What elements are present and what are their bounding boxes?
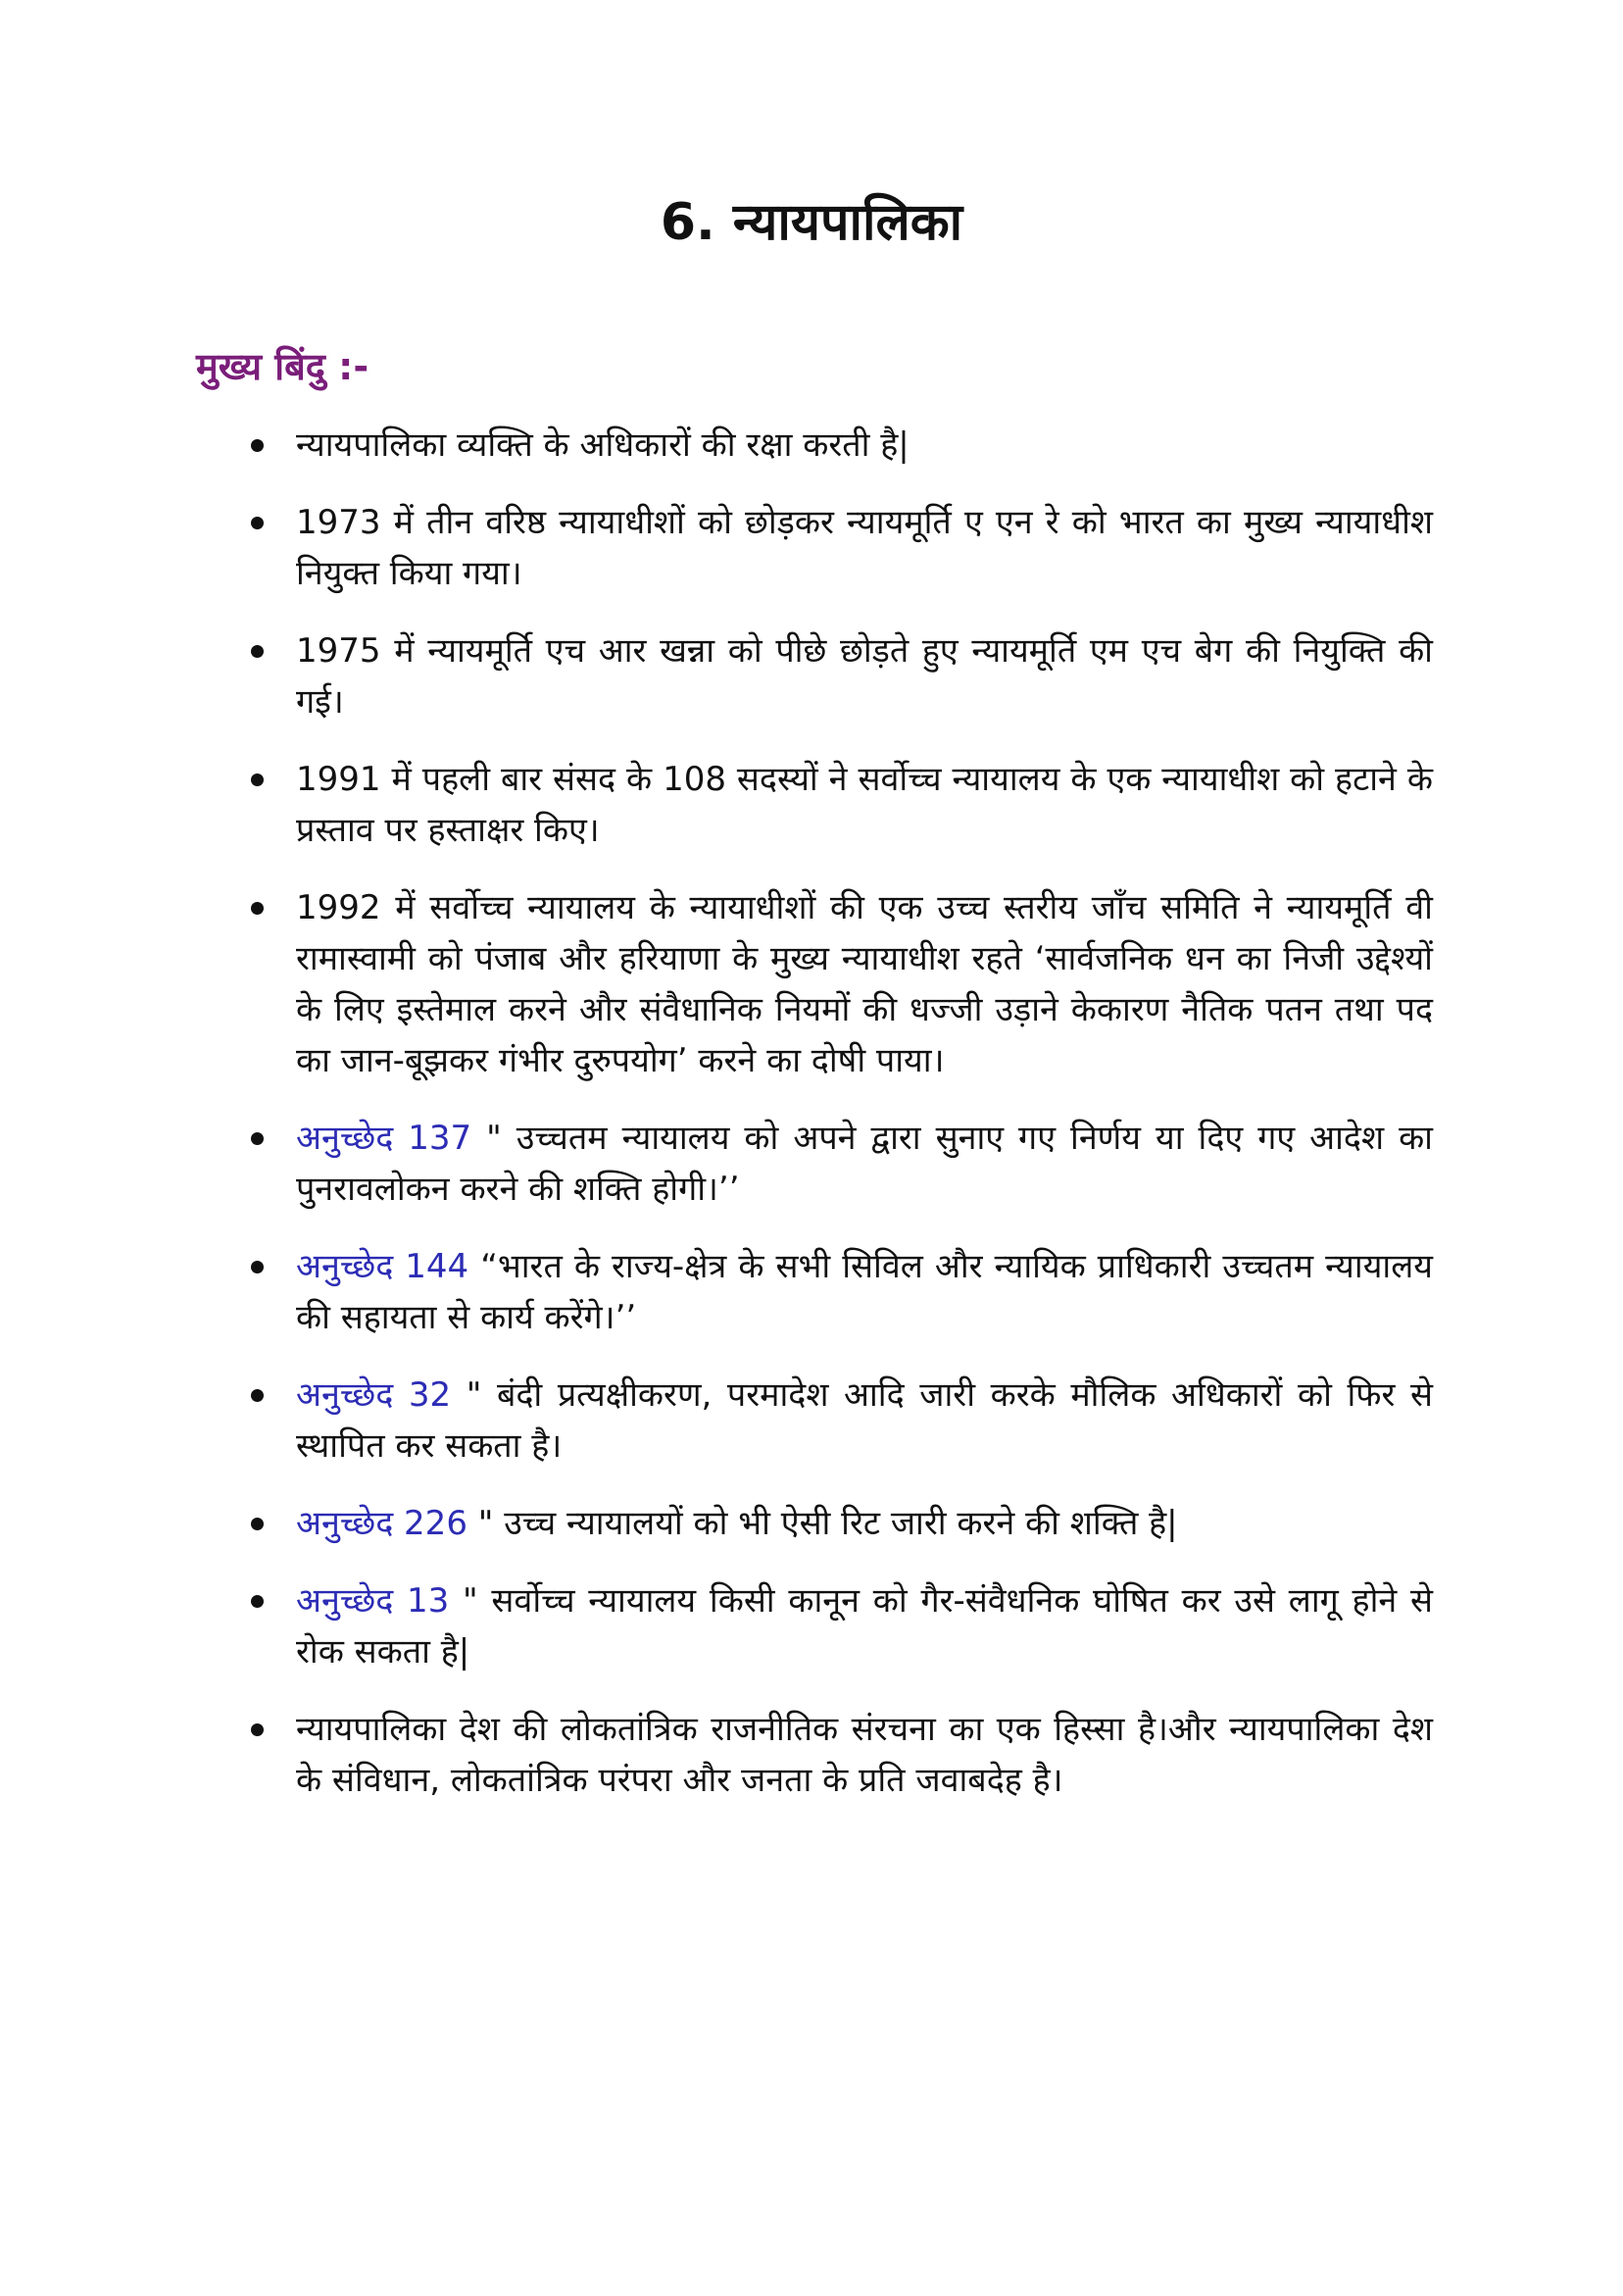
bullet-icon	[251, 1261, 264, 1273]
article-reference: अनुच्छेद 137	[296, 1119, 472, 1158]
bullet-icon	[251, 645, 264, 658]
list-item	[245, 1241, 1433, 1343]
bullet-icon	[251, 1132, 264, 1145]
bullet-icon	[251, 774, 264, 786]
section-heading: मुख्य बिंदु :-	[196, 345, 369, 388]
article-reference: अनुच्छेद 13	[296, 1581, 450, 1621]
list-item	[245, 1575, 1433, 1677]
list-item	[245, 1370, 1433, 1472]
list-item	[245, 420, 1433, 471]
bullet-text: 1991 में पहली बार संसद के 108 सदस्यों ने सर्वोच्च न्यायालय के एक न्यायाधीश को हटाने के प्रस्ताव पर हस्ताक्षर किए।	[296, 760, 1433, 850]
bullet-icon	[251, 1723, 264, 1736]
bullet-text: न्यायपालिका देश की लोकतांत्रिक राजनीतिक संरचना का एक हिस्सा है।और न्यायपालिका देश के संविधान, लोकतांत्रिक परंपरा और जनता के प्रति जवाबदेह है।	[296, 1710, 1433, 1800]
bullet-icon	[251, 1389, 264, 1402]
list-item	[245, 1498, 1433, 1549]
list-item	[245, 882, 1433, 1086]
list-item	[245, 497, 1433, 599]
article-reference: अनुच्छेद 144	[296, 1247, 469, 1286]
bullet-icon	[251, 1595, 264, 1608]
bullet-text: " बंदी प्रत्यक्षीकरण, परमादेश आदि जारी करके मौलिक अधिकारों को फिर से स्थापित कर सकता है।	[296, 1375, 1433, 1466]
bullet-text: “भारत के राज्य-क्षेत्र के सभी सिविल और न्यायिक प्राधिकारी उच्चतम न्यायालय की सहायता से कार्य करेंगे।’’	[296, 1247, 1433, 1337]
bullet-text: 1973 में तीन वरिष्ठ न्यायाधीशों को छोड़कर न्यायमूर्ति ए एन रे को भारत का मुख्य न्यायाधीश नियुक्त किया गया।	[296, 503, 1433, 593]
key-points-list	[245, 420, 1433, 1832]
bullet-text: " उच्चतम न्यायालय को अपने द्वारा सुनाए गए निर्णय या दिए गए आदेश का पुनरावलोकन करने की शक्ति होगी।’’	[296, 1119, 1433, 1209]
bullet-text: 1992 में सर्वोच्च न्यायालय के न्यायाधीशों की एक उच्च स्तरीय जाँच समिति ने न्यायमूर्ति वी रामास्वामी को पंजाब और हरियाणा के मुख्य न्यायाधीश रहते ‘सार्वजनिक धन का निजी उद्देश्यों के लिए इस्तेमाल करने और संवैधानिक नियमों की धज्जी उड़ाने केकारण नैतिक पतन तथा पद का जान-बूझकर गंभीर दुरुपयोग’ करने का दोषी पाया।	[296, 888, 1433, 1080]
bullet-icon	[251, 902, 264, 915]
bullet-text: " उच्च न्यायालयों को भी ऐसी रिट जारी करने की शक्ति है|	[467, 1504, 1178, 1543]
page-title: 6. न्यायपालिका	[660, 193, 963, 252]
list-item	[245, 625, 1433, 727]
article-reference: अनुच्छेद 226	[296, 1504, 467, 1543]
bullet-text: " सर्वोच्च न्यायालय किसी कानून को गैर-संवैधनिक घोषित कर उसे लागू होने से रोक सकता है|	[296, 1581, 1433, 1672]
list-item	[245, 754, 1433, 856]
list-item	[245, 1113, 1433, 1215]
list-item	[245, 1704, 1433, 1806]
bullet-icon	[251, 1518, 264, 1530]
bullet-text: 1975 में न्यायमूर्ति एच आर खन्ना को पीछे छोड़ते हुए न्यायमूर्ति एम एच बेग की नियुक्ति की गई।	[296, 631, 1433, 722]
bullet-icon	[251, 439, 264, 452]
bullet-icon	[251, 517, 264, 529]
bullet-text: न्यायपालिका व्यक्ति के अधिकारों की रक्षा करती है|	[296, 425, 910, 465]
article-reference: अनुच्छेद 32	[296, 1375, 452, 1415]
